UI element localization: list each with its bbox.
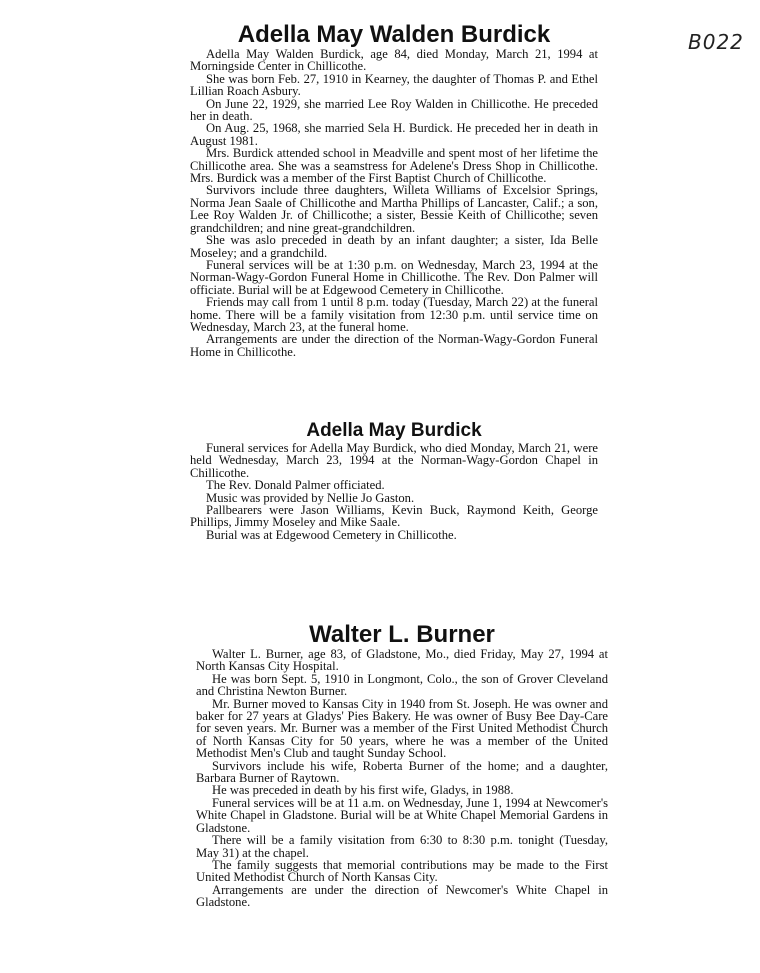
obituary-paragraph: He was preceded in death by his first wife, Gladys, in 1988.	[212, 783, 514, 798]
obituary-paragraph: She was born Feb. 27, 1910 in Kearney, the daughter of Thomas P. and Ethel Lillian Roach Asbury.	[190, 71, 598, 99]
obituary-paragraph: The Rev. Donald Palmer officiated.	[206, 478, 385, 493]
obituary-paragraph: On Aug. 25, 1968, she married Sela H. Burdick. He preceded her in death in August 1981.	[190, 121, 598, 148]
obituary-paragraph: She was aslo preceded in death by an infant daughter; a sister, Ida Belle Moseley; and a grandchild.	[190, 233, 598, 260]
obituary-paragraph: There will be a family visitation from 6:30 to 8:30 p.m. tonight (Tuesday, May 31) at the chapel.	[196, 833, 608, 860]
obituary-paragraph: Survivors include three daughters, Willeta Williams of Excelsior Springs, Norma Jean Saale of Chillicothe and Martha Phillips of Lancaster, Calif.; a son, Lee Roy Walden Jr. of Chillicothe; a sister, Bessie Keith of Chillicothe; seven grandchildren; and nine great-grandchildren.	[190, 183, 598, 235]
obituary-paragraph: Mr. Burner moved to Kansas City in 1940 from St. Joseph. He was owner and baker for 27 years at Gladys' Pies Bakery. He was owner of Busy Bee Day-Care for seven years. Mr. Burner was a member of the First United Methodist Church of North Kansas City for 50 years, where he was a member of the United Methodist Men's Club and taught Sunday School.	[196, 696, 608, 761]
obituary-paragraph: Arrangements are under the direction of the Norman-Wagy-Gordon Funeral Home in Chillicothe.	[190, 332, 598, 359]
obituary-paragraph: Pallbearers were Jason Williams, Kevin Buck, Raymond Keith, George Phillips, Jimmy Moseley and Mike Saale.	[190, 503, 598, 530]
obituary-paragraph: On June 22, 1929, she married Lee Roy Walden in Chillicothe. He preceded her in death.	[190, 96, 598, 124]
obituary-title: Adella May Burdick	[306, 420, 482, 441]
handwritten-note: B022	[688, 30, 744, 54]
obituary-title: Walter L. Burner	[309, 621, 495, 648]
obituary-paragraph: Mrs. Burdick attended school in Meadville and spent most of her lifetime the Chillicothe area. She was a seamstress for Adelene's Dress Shop in Chillicothe. Mrs. Burdick was a member of the First Baptist Church of Chillicothe.	[190, 146, 598, 186]
obituary-adella-may-burdick	[190, 420, 598, 541]
obituary-paragraph: Music was provided by Nellie Jo Gaston.	[206, 490, 415, 505]
obituary-paragraph: Funeral services will be at 11 a.m. on Wednesday, June 1, 1994 at Newcomer's White Chapel in Gladstone. Burial will be at White Chapel Memorial Gardens in Gladstone.	[196, 795, 608, 835]
obituary-paragraph: Adella May Walden Burdick, age 84, died Monday, March 21, 1994 at Morningside Center in Chillicothe.	[190, 47, 598, 74]
obituary-paragraph: Friends may call from 1 until 8 p.m. today (Tuesday, March 22) at the funeral home. There will be a family visitation from 12:30 p.m. until service time on Wednesday, March 23, at the funeral home.	[190, 295, 598, 334]
obituary-paragraph: Survivors include his wife, Roberta Burner of the home; and a daughter, Barbara Burner of Raytown.	[196, 758, 608, 786]
obituary-title: Adella May Walden Burdick	[237, 21, 551, 48]
obituary-walter-l-burner	[196, 622, 608, 909]
obituary-paragraph: Funeral services for Adella May Burdick, who died Monday, March 21, were held Wednesday, March 23, 1994 at the Norman-Wagy-Gordon Chapel in Chillicothe.	[190, 441, 598, 480]
obituary-paragraph: Arrangements are under the direction of Newcomer's White Chapel in Gladstone.	[196, 882, 608, 910]
obituary-paragraph: Walter L. Burner, age 83, of Gladstone, Mo., died Friday, May 27, 1994 at North Kansas City Hospital.	[196, 647, 608, 674]
obituary-paragraph: Funeral services will be at 1:30 p.m. on Wednesday, March 23, 1994 at the Norman-Wagy-Gordon Funeral Home in Chillicothe. The Rev. Don Palmer will officiate. Burial will be at Edgewood Cemetery in Chillicothe.	[190, 257, 598, 297]
obituary-paragraph: Burial was at Edgewood Cemetery in Chillicothe.	[206, 527, 457, 542]
obituary-adella-may-walden-burdick	[190, 22, 598, 358]
obituary-paragraph: He was born Sept. 5, 1910 in Longmont, Colo., the son of Grover Cleveland and Christina Newton Burner.	[196, 671, 608, 699]
obituary-paragraph: The family suggests that memorial contributions may be made to the First United Methodist Church of North Kansas City.	[196, 857, 608, 885]
